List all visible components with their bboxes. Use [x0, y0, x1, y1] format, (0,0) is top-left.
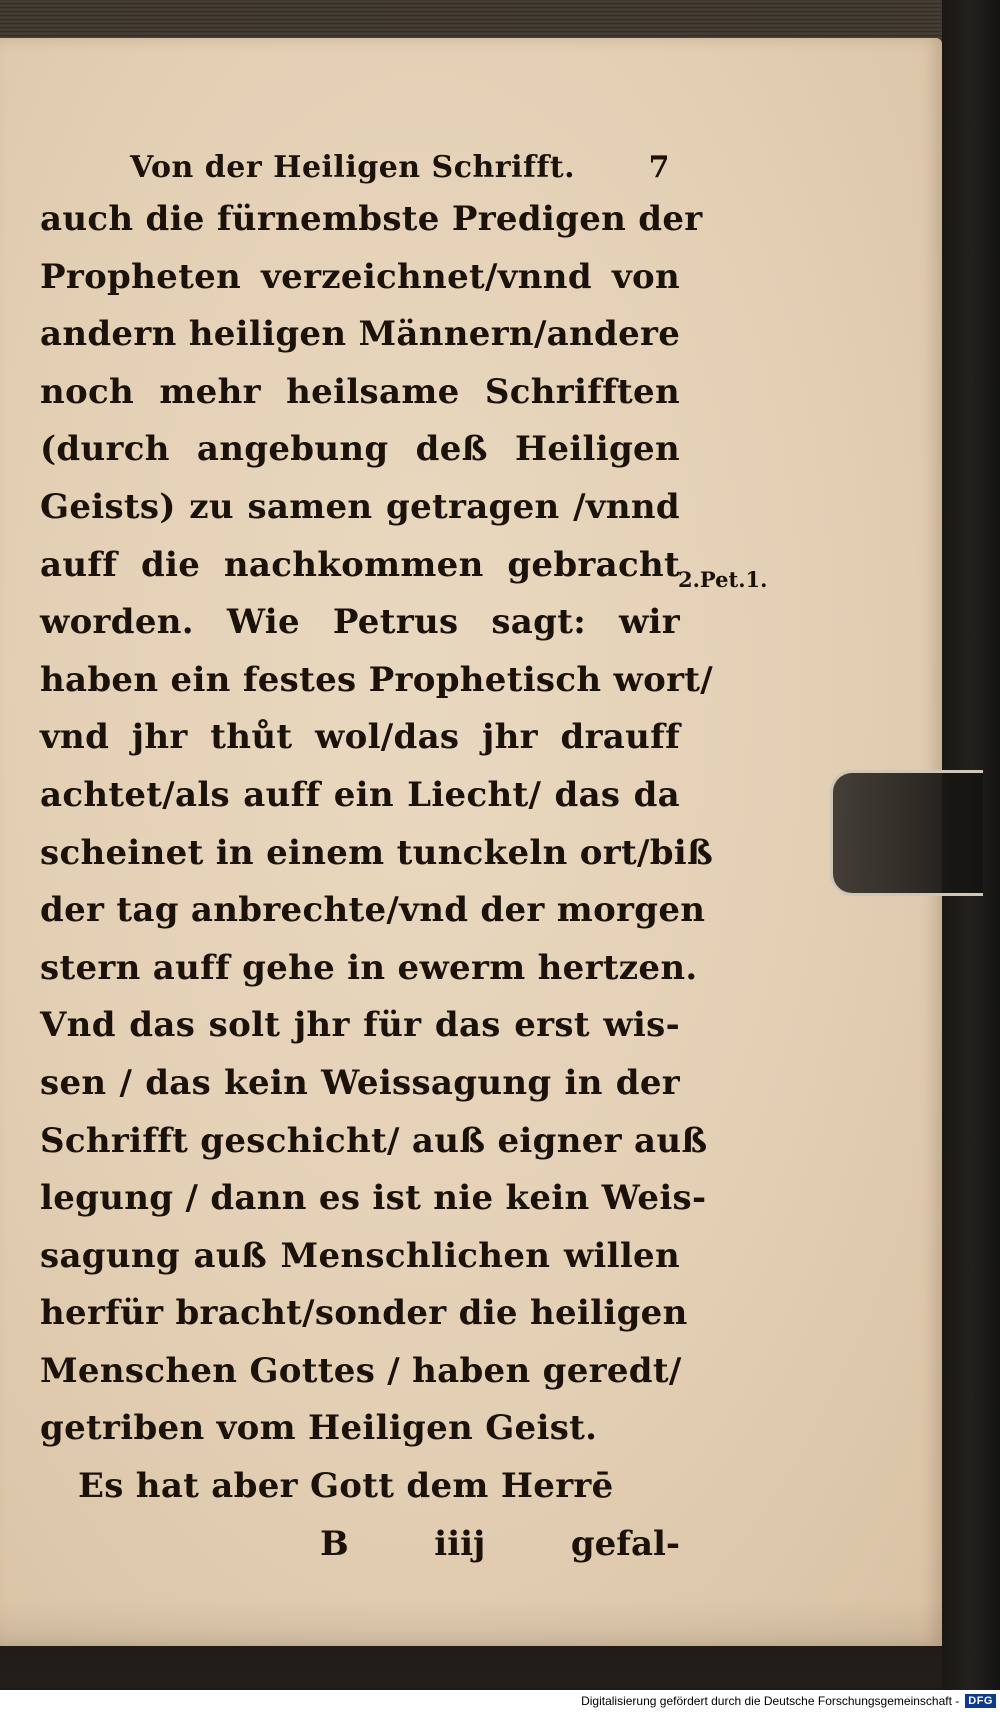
text-line: haben ein festes Prophetisch wort/	[40, 659, 714, 700]
text-line: (durch angebung deß Heiligen	[40, 429, 680, 470]
text-line: noch mehr heilsame Schrifften	[40, 371, 680, 412]
text-line: Vnd das solt jhr für das erst wis-	[40, 1005, 680, 1046]
text-line: Schrifft geschicht/ auß eigner auß	[40, 1120, 708, 1161]
footer-credit: Digitalisierung gefördert durch die Deutsche Forschungsgemeinschaft -	[581, 1694, 960, 1708]
text-line: stern auff gehe in ewerm hertzen.	[40, 947, 698, 988]
text-line: getriben vom Heiligen Geist.	[40, 1408, 598, 1449]
text-line: Menschen Gottes / haben geredt/	[40, 1350, 682, 1391]
marginal-reference: 2.Pet.1.	[678, 567, 768, 592]
text-line: sagung auß Menschlichen willen	[40, 1235, 680, 1276]
text-line: legung / dann es ist nie kein Weis-	[40, 1178, 707, 1219]
text-line: worden. Wie Petrus sagt: wir	[40, 602, 680, 643]
page-clip	[830, 770, 983, 896]
running-head	[40, 150, 680, 185]
signature-mark: B	[320, 1523, 349, 1564]
text-line: herfür bracht/sonder die heiligen	[40, 1293, 688, 1334]
text-line: vnd jhr thůt wol/das jhr drauff	[40, 717, 680, 758]
text-line: Geists) zu samen getragen /vnnd	[40, 486, 680, 527]
page-shadow	[0, 1598, 942, 1688]
page-stack-edges	[0, 0, 945, 42]
text-line: sen / das kein Weissagung in der	[40, 1062, 680, 1103]
text-line: Propheten verzeichnet/vnnd von	[40, 256, 680, 297]
text-line: scheinet in einem tunckeln ort/biß	[40, 832, 714, 873]
catchline	[40, 1516, 680, 1574]
text-line: andern heiligen Männern/andere	[40, 314, 681, 355]
running-head-title: Von der Heiligen Schrifft.	[130, 150, 576, 185]
digitization-footer	[0, 1690, 1000, 1712]
text-line: Es hat aber Gott dem Herrē	[78, 1466, 614, 1507]
catchword: gefal-	[570, 1523, 680, 1564]
text-line: achtet/als auff ein Liecht/ das da	[40, 774, 680, 815]
dfg-logo: DFG	[965, 1694, 996, 1708]
text-line: auch die fürnembste Predigen der	[40, 199, 703, 239]
leaf-number: iiij	[434, 1523, 486, 1564]
page-text	[40, 150, 714, 1573]
page-number: 7	[648, 150, 670, 185]
text-line: auff die nachkommen gebracht	[40, 544, 680, 585]
text-line: der tag anbrechte/vnd der morgen	[40, 890, 706, 931]
